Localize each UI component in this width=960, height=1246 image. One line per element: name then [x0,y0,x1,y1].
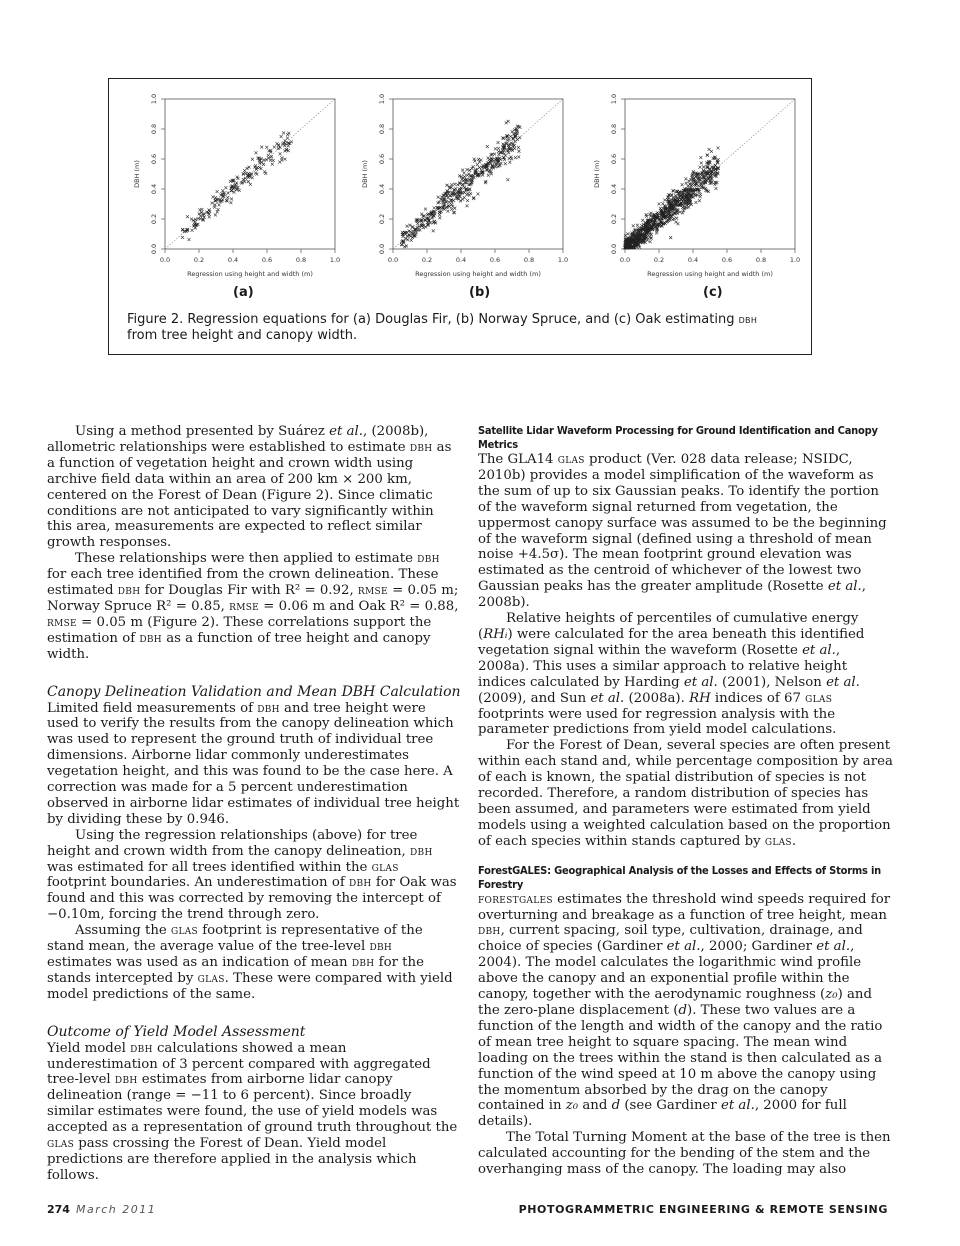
data-point [236,177,239,180]
data-point [518,126,521,129]
data-point [242,172,245,175]
data-point [476,192,479,195]
data-point [424,225,427,228]
data-point [190,218,193,221]
data-point [438,216,441,219]
data-point [675,217,678,220]
x-tick-label: 0.6 [489,256,501,264]
y-tick-label: 1.0 [610,93,618,105]
data-point [698,166,701,169]
data-point [518,136,521,139]
data-point [255,173,258,176]
data-point [258,159,261,162]
figure-caption: Figure 2. Regression equations for (a) Douglas Fir, (b) Norway Spruce, and (c) Oak estimating dbh from tree height and canopy width. [127,312,758,343]
data-point [187,238,190,241]
data-point [226,196,229,199]
data-point [657,202,660,205]
data-point [669,236,672,239]
data-point [659,207,662,210]
issue-date: March 2011 [75,1203,157,1216]
data-point [243,169,246,172]
left-paragraph-6: Yield model dbh calculations showed a mean underestimation of 3 percent compared with aggregated tree-level dbh estimates from airborne lidar canopy delineation (range = −11 to 6 percent). Since broadly similar estimates were found, the use of yield models was accepted as a representation of ground truth throughout the glas pass crossing the Forest of Dean. Yield model predictions are therefore applied in the analysis which follows. [47,1040,458,1183]
data-point [213,206,216,209]
data-point [468,178,471,181]
left-paragraph-2: These relationships were then applied to estimate dbh for each tree identified from the crown delineation. These estimated dbh for Douglas Fir with R² = 0.92, rmse = 0.05 m; Norway Spruce R² = 0.85, rmse = 0.06 m and Oak R² = 0.88, rmse = 0.05 m (Figure 2). These correlations support the estimation of dbh as a function of tree height and canopy width. [47,551,459,662]
x-tick-label: 1.0 [329,256,341,264]
data-point [469,192,472,195]
left-column [47,424,461,1184]
data-point [191,229,194,232]
x-tick-label: 0.8 [755,256,767,264]
data-point [676,222,679,225]
y-tick-label: 0.8 [150,123,158,135]
y-tick-label: 0.4 [150,183,158,195]
data-point [264,172,267,175]
data-point [279,152,282,155]
data-point [508,161,511,164]
scatter-svg-a [123,91,347,291]
data-point [688,180,691,183]
data-points [181,131,293,241]
right-paragraph-3: For the Forest of Dean, several species are often present within each stand and, while percentage composition by area of each is known, the spatial distribution of species is not recorded. Therefore, a random distribution of species has been assumed, and parameters were estimated from yield models using a weighted calculation based on the proportion of each species within stands captured by glas. [478,738,893,849]
data-point [272,159,275,162]
data-point [287,132,290,135]
data-point [487,157,490,160]
data-point [514,156,517,159]
data-point [517,150,520,153]
data-point [706,154,709,157]
y-tick-label: 0.8 [610,123,618,135]
data-point [716,159,719,162]
y-axis-label: DBH (m) [361,160,369,188]
x-tick-label: 0.2 [193,256,205,264]
y-axis-label: DBH (m) [593,160,601,188]
data-point [685,182,688,185]
left-paragraph-3: Limited field measurements of dbh and tree height were used to verify the results from the canopy delineation which was used to represent the ground truth of individual tree dimensions. Airborne lidar commonly underestimates vegetation height, and this was found to be the case here. A correction was made for a 5 percent underestimation observed in airborne lidar estimates of individual tree height by dividing these by 0.946. [47,700,460,827]
data-point [432,229,435,232]
data-point [461,183,464,186]
section-heading-canopy-delineation: Canopy Delineation Validation and Mean DBH Calculation [47,683,461,700]
data-point [270,155,273,158]
scatter-plot-a [123,91,347,301]
data-point [478,160,481,163]
y-tick-label: 0.0 [610,243,618,255]
data-point [477,158,480,161]
data-point [290,140,293,143]
data-point [694,201,697,204]
data-points [400,120,521,248]
data-point [224,186,227,189]
data-point [470,167,473,170]
data-point [251,158,254,161]
x-tick-label: 0.0 [387,256,399,264]
data-point [211,195,214,198]
data-point [216,190,219,193]
data-point [273,146,276,149]
data-point [505,121,508,124]
scatter-svg-c [583,91,807,291]
data-point [247,180,250,183]
journal-name: PHOTOGRAMMETRIC ENGINEERING & REMOTE SENSING [518,1203,888,1216]
data-point [504,162,507,165]
y-tick-label: 0.6 [378,153,386,165]
data-point [463,196,466,199]
data-point [282,131,285,134]
data-point [487,174,490,177]
data-point [663,199,666,202]
data-point [493,153,496,156]
data-point [509,135,512,138]
data-point [699,156,702,159]
data-point [466,204,469,207]
y-tick-label: 0.2 [610,213,618,225]
page-footer-left [47,1203,156,1216]
data-point [476,163,479,166]
right-paragraph-2: Relative heights of percentiles of cumulative energy (RHᵢ) were calculated for the area beneath this identified vegetation signal within the waveform (Rosette et al., 2008a). This uses a similar approach to relative height indices calculated by Harding et al. (2001), Nelson et al. (2009), and Sun et al. (2008a). RH indices of 67 glas footprints were used for regression analysis with the parameter predictions from yield model calculations. [478,611,865,738]
scatter-plot-b [351,91,575,301]
data-point [226,191,229,194]
data-point [181,236,184,239]
data-point [446,196,449,199]
data-point [211,202,214,205]
x-axis-label: Regression using height and width (m) [647,270,773,278]
data-point [714,187,717,190]
y-tick-label: 1.0 [150,93,158,105]
data-point [517,146,520,149]
x-tick-label: 0.2 [653,256,665,264]
data-point [463,172,466,175]
data-point [260,146,263,149]
data-point [229,201,232,204]
y-axis-label: DBH (m) [133,160,141,188]
data-point [400,240,403,243]
data-point [409,235,412,238]
right-paragraph-1: The GLA14 glas product (Ver. 028 data release; NSIDC, 2010b) provides a model simplification of the waveform as the sum of up to six Gaussian peaks. To identify the portion of the waveform signal returned from vegetation, the uppermost canopy surface was assumed to be the beginning of the waveform signal (defined using a threshold of mean noise +4.5σ). The mean footprint ground elevation was estimated as the centroid of whichever of the lowest two Gaussian peaks has the greater amplitude (Rosette et al., 2008b). [478,452,887,611]
data-point [450,208,453,211]
y-tick-label: 0.0 [150,243,158,255]
x-axis-label: Regression using height and width (m) [187,270,313,278]
x-tick-label: 1.0 [789,256,801,264]
x-tick-label: 0.4 [227,256,239,264]
data-point [466,168,469,171]
data-point [406,225,409,228]
x-tick-label: 1.0 [557,256,569,264]
data-point [263,170,266,173]
data-point [410,239,413,242]
page-number: 274 [47,1203,70,1216]
data-point [262,163,265,166]
data-point [478,166,481,169]
x-tick-label: 0.4 [687,256,699,264]
data-point [699,195,702,198]
data-point [271,163,274,166]
data-point [424,208,427,211]
data-point [698,199,701,202]
data-point [230,197,233,200]
data-point [418,228,421,231]
panel-label-c: (c) [703,285,723,300]
y-tick-label: 0.0 [378,243,386,255]
data-point [280,135,283,138]
data-point [278,161,281,164]
data-point [260,167,263,170]
section-heading-yield-model: Outcome of Yield Model Assessment [47,1023,306,1040]
data-point [433,206,436,209]
data-point [681,183,684,186]
data-point [437,196,440,199]
figure-plots [109,91,813,301]
data-point [717,146,720,149]
data-point [267,154,270,157]
data-points [624,146,720,249]
data-point [453,183,456,186]
data-point [702,165,705,168]
data-point [514,140,517,143]
right-paragraph-5: The Total Turning Moment at the base of the tree is then calculated accounting for the bending of the stem and the overhanging mass of the canopy. The loading may also [478,1130,891,1178]
scatter-svg-b [351,91,575,291]
x-tick-label: 0.8 [523,256,535,264]
data-point [233,191,236,194]
data-point [497,141,500,144]
data-point [451,205,454,208]
x-tick-label: 0.0 [619,256,631,264]
data-point [445,184,448,187]
data-point [649,240,652,243]
y-tick-label: 0.6 [610,153,618,165]
data-point [214,213,217,216]
data-point [700,161,703,164]
data-point [672,189,675,192]
data-point [486,145,489,148]
right-column [478,424,894,1178]
y-tick-label: 0.2 [150,213,158,225]
data-point [283,158,286,161]
data-point [186,215,189,218]
left-paragraph-5: Assuming the glas footprint is representative of the stand mean, the average value of the tree-level dbh estimates was used as an indication of mean dbh for the stands intercepted by glas. These were compared with yield model predictions of the same. [47,923,453,1002]
scatter-plot-c [583,91,807,301]
data-point [481,174,484,177]
data-point [277,144,280,147]
y-tick-label: 0.8 [378,123,386,135]
data-point [466,199,469,202]
y-tick-label: 0.2 [378,213,386,225]
right-paragraph-4: forestgales estimates the threshold wind speeds required for overturning and breakage as a function of tree height, mean dbh, current spacing, soil type, cultivation, drainage, and choice of species (Gardiner et al., 2000; Gardiner et al., 2004). The model calculates the logarithmic wind profile above the canopy and an exponential profile within the canopy, together with the aerodynamic roughness (z₀) and the zero-plane displacement (d). These two values are a function of the length and width of the canopy and the ratio of mean tree height to square spacing. The mean wind loading on the trees within the stand is then calculated as a function of the wind speed at 10 m above the canopy using the momentum absorbed by the drag on the canopy contained in z₀ and d (see Gardiner et al., 2000 for full details). [478,891,891,1130]
data-point [198,208,201,211]
data-point [697,184,700,187]
y-tick-label: 0.6 [150,153,158,165]
section-heading-forestgales: ForestGALES: Geographical Analysis of the Losses and Effects of Storms in Forestry [478,863,881,891]
data-point [479,159,482,162]
data-point [714,164,717,167]
data-point [249,183,252,186]
data-point [708,148,711,151]
data-point [506,178,509,181]
data-point [218,203,221,206]
data-point [684,177,687,180]
data-point [472,165,475,168]
x-tick-label: 0.0 [159,256,171,264]
x-axis-label: Regression using height and width (m) [415,270,541,278]
section-heading-satellite-lidar: Satellite Lidar Waveform Processing for Ground Identification and Canopy Metrics [478,424,878,451]
y-tick-label: 1.0 [378,93,386,105]
data-point [251,176,254,179]
x-tick-label: 0.2 [421,256,433,264]
data-point [254,151,257,154]
data-point [448,201,451,204]
left-paragraph-4: Using the regression relationships (above) for tree height and crown width from the canopy delineation, dbh was estimated for all trees identified within the glas footprint boundaries. An underestimation of dbh for Oak was found and this was corrected by removing the intercept of −0.10m, forcing the trend through zero. [47,827,457,923]
y-tick-label: 0.4 [610,183,618,195]
x-tick-label: 0.6 [261,256,273,264]
y-tick-label: 0.4 [378,183,386,195]
x-tick-label: 0.6 [721,256,733,264]
data-point [641,219,644,222]
data-point [461,169,464,172]
data-point [513,147,516,150]
data-point [636,224,639,227]
data-point [517,155,520,158]
left-paragraph-1: Using a method presented by Suárez et al., (2008b), allometric relationships were established to estimate dbh as a function of vegetation height and crown width using archive field data within an area of 200 km × 200 km, centered on the Forest of Dean (Figure 2). Since climatic conditions are not anticipated to vary significantly within this area, measurements are expected to reflect similar growth responses. [47,424,452,551]
data-point [499,162,502,165]
data-point [673,217,676,220]
data-point [216,210,219,213]
data-point [494,147,497,150]
data-point [632,224,635,227]
data-point [217,208,220,211]
data-point [516,138,519,141]
data-point [446,210,449,213]
data-point [497,147,500,150]
figure-2 [108,78,812,355]
x-tick-label: 0.8 [295,256,307,264]
data-point [690,184,693,187]
data-point [265,146,268,149]
data-point [626,232,629,235]
x-tick-label: 0.4 [455,256,467,264]
data-point [507,120,510,123]
panel-label-b: (b) [469,285,491,300]
data-point [416,222,419,225]
panel-label-a: (a) [233,285,254,300]
